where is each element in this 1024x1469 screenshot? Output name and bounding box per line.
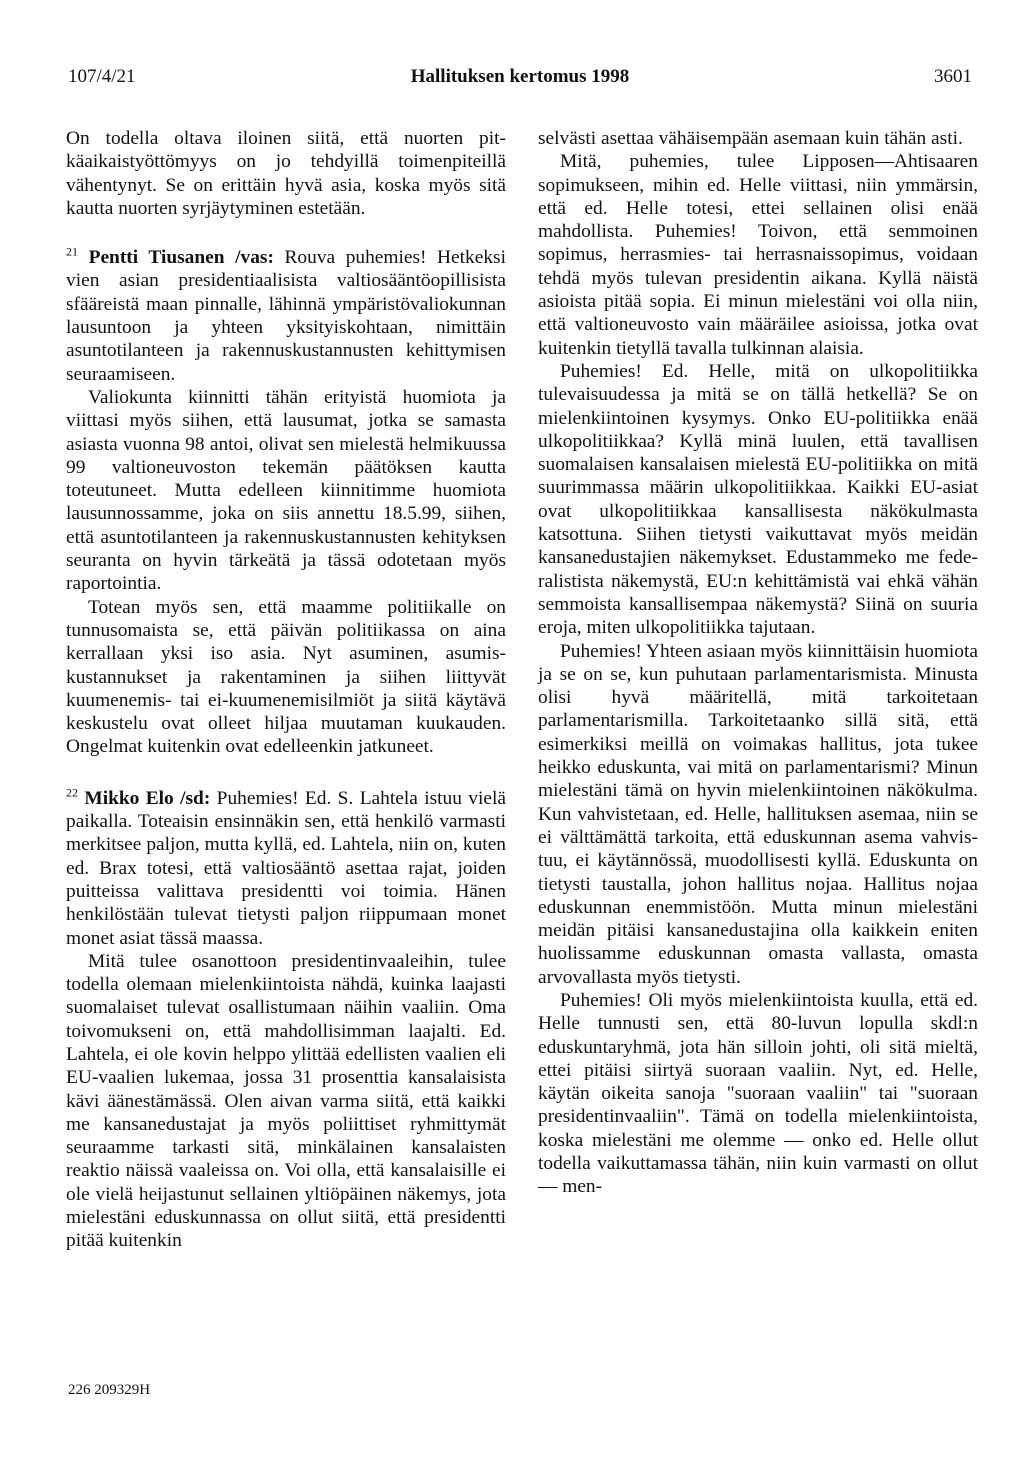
speaker-name: Mikko Elo /sd: [84, 787, 211, 809]
right-column [538, 127, 978, 1199]
paragraph: Mitä, puhemies, tulee Lipposen—Ahtisaaren sopimukseen, mihin ed. Helle viittasi, niin ymmärsin, että ed. Helle totesi, ettei sellainen olisi enää mahdollista. Puhemies! Toivon, että semmoinen sopimus, herrasmies- tai herrasnaissopimus, voidaan tehdä myös tulevan presidentin aikana. Kyllä näistä asioista pitää sopia. Ei minun mielestäni voi olla niin, että valtioneuvosto vain määräilee asioissa, jotka ovat kuitenkin tietyllä tavalla tulkinnan alaisia. [538, 151, 978, 359]
page-header [68, 66, 972, 96]
page-footer: 226 209329H [68, 1382, 151, 1398]
paragraph: On todella oltava iloinen siitä, että nuorten pitkäaikaistyöttömyys on jo tehdyillä toimenpiteillä vähentynyt. Se on erittäin hyvä asia, koska myös sitä kautta nuorten syrjäytyminen estetään. [66, 128, 506, 219]
speech-number: 21 [66, 244, 78, 259]
speaker-paragraph [66, 246, 506, 386]
speech-text: Puhemies! Ed. S. Lahtela istuu vielä paikalla. Toteaisin ensinnäkin sen, että henkilö varmasti merkitsee paljon, mutta kyllä, ed. Lahtela, niin on, kuten ed. Brax totesi, että valtiosääntö asettaa rajat, joiden puitteissa valittava presidentti voi toimia. Hänen henkilöstään tulevat tietysti paljon riippumaan monet monet asiat tässä maassa. [66, 787, 506, 949]
paragraph: selvästi asettaa vähäisempään asemaan kuin tähän asti. [538, 128, 963, 149]
paragraph: Mitä tulee osanottoon presidentinvaaleihin, tulee todella olemaan mielenkiintoista nähdä, kuinka laajasti suomalaiset tulevat osallistumaan näihin vaaliin. Oma toivomukseni on, että mahdollisimman laajalti. Ed. Lahtela, ei ole kovin helppo ylittää edellisten vaalien eli EU-vaalien lukemaa, jossa 31 prosenttia kansalaisista kävi äänestämässä. Olen aivan varma siitä, että kaikki me kansanedustajat ja myös poliittiset ryhmittymät seuraamme tarkasti sitä, minkälainen kansalaisten reaktio näissä vaaleissa on. Voi olla, että kansalaisille ei ole vielä heijastunut sellainen yltiöpäinen näkemys, jota mielestäni eduskunnassa on ollut siitä, että presidentti pitää kuitenkin [66, 950, 506, 1252]
paragraph: Totean myös sen, että maamme politiikalle on tunnusomaista se, että päivän politiikassa on aina kerrallaan yksi iso asia. Nyt asuminen, asumiskustannukset ja rakentaminen ja siihen liittyvät kuumenemis- tai ei-kuumenemisilmiöt ja siitä käytävä keskustelu ovat olleet hiljaa muutaman kuukauden. Ongelmat kuitenkin ovat edelleenkin jatkuneet. [66, 596, 506, 758]
paragraph: Puhemies! Ed. Helle, mitä on ulkopolitiikka tulevaisuudessa ja mitä se on tällä hetkellä? Se on mielenkiintoinen kysymys. Onko EU-politiikka enää ulkopolitiikkaa? Kyllä minä luulen, että tavallisen suomalaisen kansalaisen mielestä EU-politiikka on mitä suurimmassa määrin ulkopolitiikkaa. Kaikki EU-asiat ovat ulkopolitiikkaa kansallisesta näkökulmasta katsottuna. Siihen tietysti vaikuttavat myös meidän kansanedustajien näkemykset. Edustammeko me federalistista näkemystä, EU:n kehittämistä vai ehkä vähän semmoista kansallisempaa näkemystä? Siinä on suuria eroja, miten ulkopolitiikka tajutaan. [538, 360, 978, 639]
paragraph: Puhemies! Oli myös mielenkiintoista kuulla, että ed. Helle tunnusti sen, että 80-luvun lopulla skdl:n eduskuntaryhmä, jota hän silloin johti, oli sitä mieltä, ettei pitäisi siirtyä suoraan vaaliin. Nyt, ed. Helle, käytän oikeita sanoja "suoraan vaaliin" tai "suoraan presidentinvaaliin". Tämä on todella mielenkiintoista, koska mielestäni me olemme — onko ed. Helle ollut todella vaikuttamassa tähän, niin kuin varmasti on ollut — men- [538, 989, 978, 1198]
running-title: Hallituksen kertomus 1998 [410, 66, 630, 87]
speech-number: 22 [66, 785, 78, 800]
speech-text: Rouva puhemies! Hetkeksi vien asian presidentiaalisista valtiosääntöopillisista sfääreistä maan pinnalle, lähinnä ympäristövaliokunnan lausuntoon ja yhteen yksityiskohtaan, nimittäin asuntotilanteen ja rakennuskustannusten kehittymisen seuraamiseen. [66, 247, 506, 385]
paragraph: Puhemies! Yhteen asiaan myös kiinnittäisin huomiota ja se on se, kun puhutaan parlamentarismista. Minusta olisi hyvä määritellä, mitä tarkoitetaan parlamentarismilla. Tarkoitetaanko sillä sitä, että esimerkiksi meillä on voimakas hallitus, jota tukee heikko eduskunta, vai mitä on parlamentarismi? Minun mielestäni tämä on hyvin mielenkiintoinen näkökulma. Kun vahvistetaan, ed. Helle, hallituksen asemaa, niin se ei välttämättä tarkoita, että eduskunnan asema vahvistuu, ei käytännössä, muodollisesti kyllä. Eduskunta on tietysti taustalla, johon hallitus nojaa. Hallitus nojaa eduskunnan enemmistöön. Mutta minun mielestäni meidän pitäisi kansanedustajina olla kaikkein eniten huolissamme eduskunnan omasta vallasta, omasta arvovallasta myös tietysti. [538, 640, 978, 988]
left-column [66, 127, 506, 1253]
paragraph: Valiokunta kiinnitti tähän erityistä huomiota ja viittasi myös siihen, että lausumat, jotka se samasta asiasta vuonna 98 antoi, olivat sen mielestä helmikuussa 99 valtioneuvoston tekemän päätöksen kautta toteutuneet. Mutta edelleen kiinnitimme huomiota lausunnossamme, joka on siis annettu 18.5.99, siihen, että asuntotilanteen ja rakennuskustannusten kehityksen seuranta on hyvin tärkeätä ja tässä odotetaan myös raportointia. [66, 386, 506, 595]
page-number: 3601 [934, 66, 972, 87]
speaker-paragraph [66, 787, 506, 950]
document-reference: 107/4/21 [68, 66, 136, 87]
speaker-name: Pentti Tiusanen /vas: [88, 247, 274, 269]
